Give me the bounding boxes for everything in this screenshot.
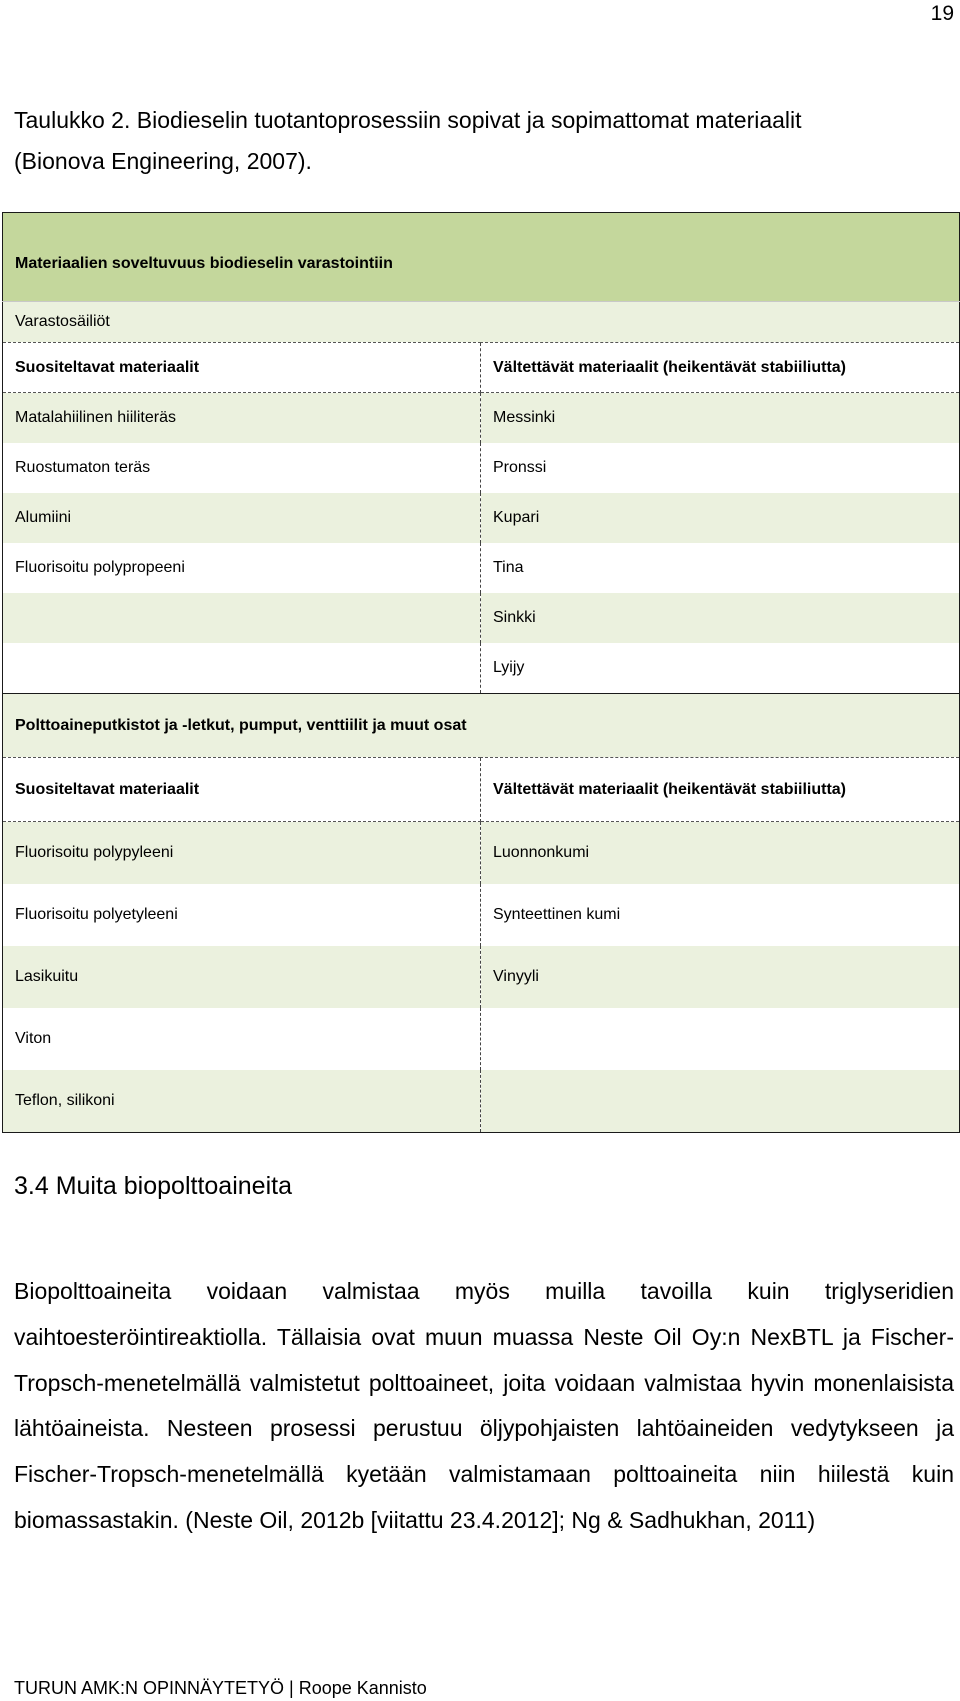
- caption-line-2: (Bionova Engineering, 2007).: [14, 148, 312, 174]
- table-title-row: [3, 213, 960, 302]
- table-cell-recommended: Matalahiilinen hiiliteräs: [3, 393, 481, 444]
- table-row: [3, 946, 960, 1008]
- table-cell-recommended: Alumiini: [3, 493, 481, 543]
- table-cell-avoid: Kupari: [481, 493, 960, 543]
- column-header-recommended: Suositeltavat materiaalit: [3, 343, 481, 393]
- paragraph-text: Biopolttoaineita voidaan valmistaa myös muilla tavoilla kuin triglyseridien vaihtoesteröintireaktiolla. Tällaisia ovat muun muassa Neste Oil Oy:n NexBTL ja Fischer-Tropsch-menetelmällä valmistetut polttoaineet, joita voidaan valmistaa hyvin monenlaisista lähtöaineista. Nesteen prosessi perustuu öljypohjaisten lahtöaineiden vedytykseen ja Fischer-Tropsch-menetelmällä kyetään valmistamaan polttoaineita niin hiilestä kuin biomassastakin. (Neste Oil, 2012b [viitattu 23.4.2012]; Ng & Sadhukhan, 2011): [14, 1278, 954, 1533]
- table-row: [3, 393, 960, 444]
- table-row: [3, 1008, 960, 1070]
- page-number: 19: [930, 2, 954, 25]
- section-title-pipes: Polttoaineputkistot ja -letkut, pumput, venttiilit ja muut osat: [3, 694, 960, 758]
- table-row: [3, 593, 960, 643]
- section-title-storage: Varastosäiliöt: [3, 302, 960, 343]
- table-cell-avoid: Messinki: [481, 393, 960, 444]
- column-header-row: [3, 758, 960, 822]
- table-cell-avoid: [481, 1008, 960, 1070]
- table-cell-recommended: Fluorisoitu polypropeeni: [3, 543, 481, 593]
- table-cell-avoid: Vinyyli: [481, 946, 960, 1008]
- column-header-avoid: Vältettävät materiaalit (heikentävät stabiiliutta): [481, 758, 960, 822]
- table-cell-avoid: Luonnonkumi: [481, 822, 960, 885]
- column-header-row: [3, 343, 960, 393]
- table-cell-avoid: Lyijy: [493, 659, 525, 676]
- table-cell-avoid: [481, 1070, 960, 1133]
- table-title: Materiaalien soveltuvuus biodieselin varastointiin: [3, 213, 960, 302]
- caption-line-1: Taulukko 2. Biodieselin tuotantoprosessiin sopivat ja sopimattomat materiaalit: [14, 107, 802, 133]
- column-header-recommended: Suositeltavat materiaalit: [3, 758, 481, 822]
- table-row: [3, 1070, 960, 1133]
- table-row: [3, 543, 960, 593]
- column-header-avoid: Vältettävät materiaalit (heikentävät stabiiliutta): [481, 343, 960, 393]
- table-cell-recommended: Viton: [3, 1008, 481, 1070]
- table-row: [3, 822, 960, 885]
- section-heading: 3.4 Muita biopolttoaineita: [14, 1172, 292, 1200]
- page-footer: TURUN AMK:N OPINNÄYTETYÖ | Roope Kannisto: [14, 1678, 427, 1698]
- section-title-row: [3, 694, 960, 758]
- body-paragraph: [14, 1269, 954, 1544]
- table-cell-avoid: Sinkki: [481, 593, 960, 643]
- table-cell-recommended: Teflon, silikoni: [3, 1070, 481, 1133]
- table-row: [3, 443, 960, 493]
- table-row: [3, 493, 960, 543]
- section-title-row: [3, 302, 960, 343]
- table-cell-recommended: Lasikuitu: [3, 946, 481, 1008]
- table-cell-recommended: [3, 643, 481, 694]
- materials-table: [2, 212, 960, 1133]
- table-cell-avoid: Synteettinen kumi: [493, 906, 621, 923]
- table-row: [3, 643, 960, 694]
- table-caption: [14, 100, 934, 182]
- table-cell-recommended: Ruostumaton teräs: [3, 443, 481, 493]
- table-cell-recommended: Fluorisoitu polypyleeni: [3, 822, 481, 885]
- table-row: [3, 884, 960, 946]
- table-cell-avoid: Tina: [493, 559, 524, 576]
- table-cell-recommended: [3, 593, 481, 643]
- table-cell-recommended: Fluorisoitu polyetyleeni: [3, 884, 481, 946]
- table-cell-avoid: Pronssi: [493, 459, 547, 476]
